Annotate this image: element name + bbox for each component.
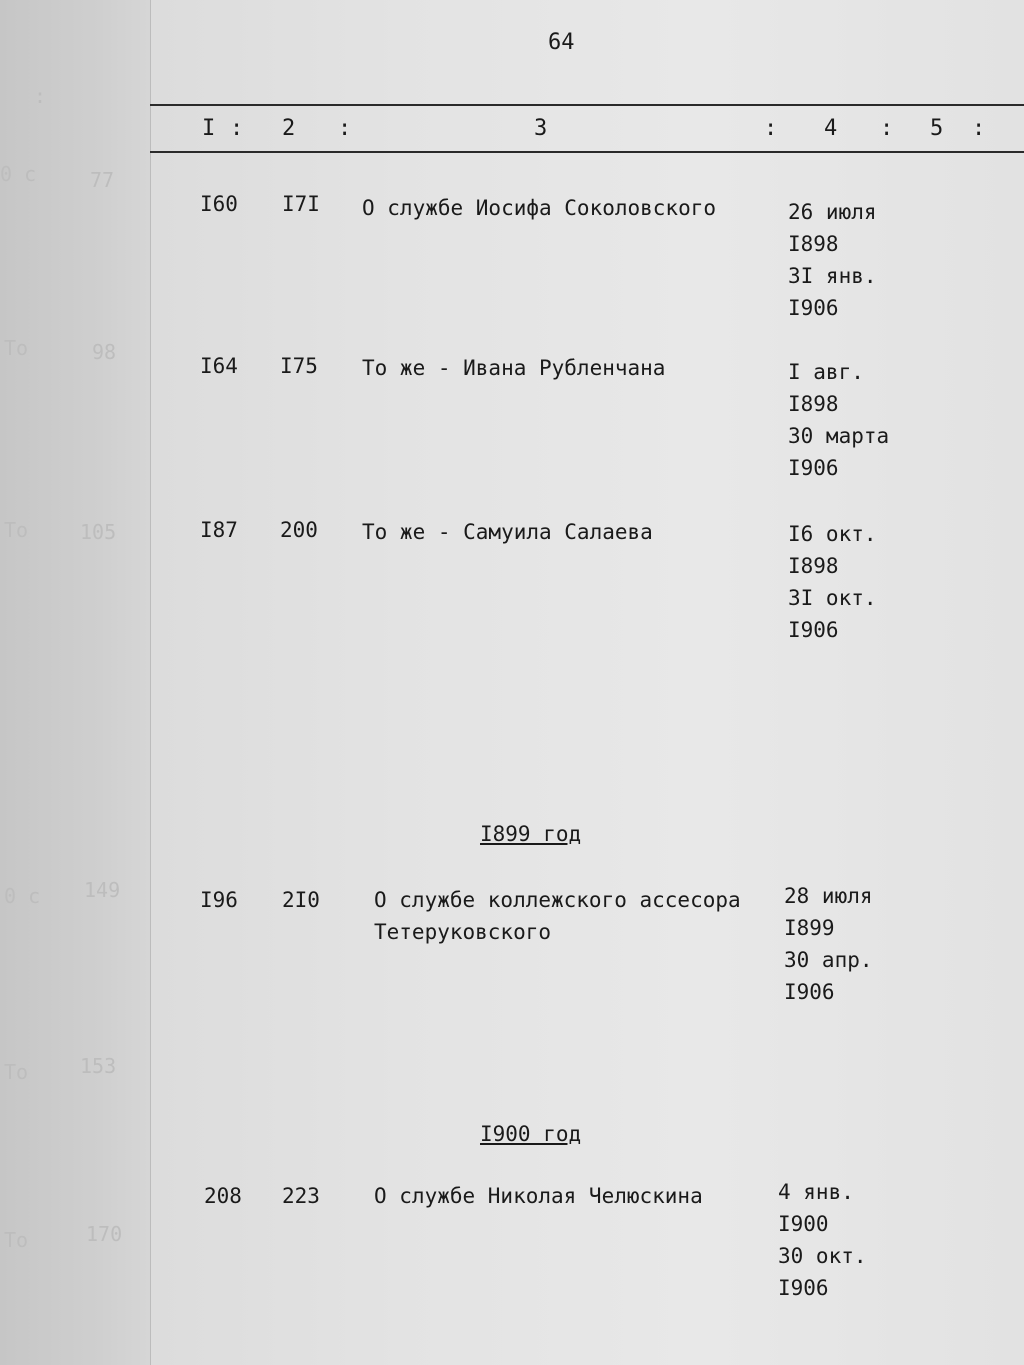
facing-page-text: 98	[92, 340, 117, 364]
record-dates	[788, 196, 877, 324]
date-line: I906	[788, 618, 839, 642]
date-line: 30 марта	[788, 424, 890, 448]
date-line: I898	[788, 232, 839, 256]
year-heading-1900: I900 год	[480, 1122, 582, 1146]
record-title-continued: Тетеруковского	[374, 920, 552, 944]
date-line: I906	[788, 456, 839, 480]
column-header-4: 4	[824, 116, 838, 141]
record-number: I60	[200, 192, 238, 216]
record-dates	[784, 880, 873, 1008]
record-title: О службе Николая Челюскина	[374, 1184, 703, 1208]
date-line: I898	[788, 554, 839, 578]
record-title: О службе коллежского ассесора	[374, 888, 741, 912]
date-line: I898	[788, 392, 839, 416]
record-dates	[788, 518, 877, 646]
facing-page-text: :	[34, 84, 47, 108]
column-header-3: 3	[534, 116, 548, 141]
column-separator: :	[230, 116, 244, 141]
facing-page-text: 0 с	[4, 884, 41, 908]
record-dates	[788, 356, 889, 484]
column-separator: :	[764, 116, 778, 141]
header-bottom-rule	[150, 151, 1024, 153]
record-number: I87	[200, 518, 238, 542]
date-line: I906	[784, 980, 835, 1004]
facing-page-text: 153	[80, 1054, 117, 1078]
facing-page	[0, 0, 151, 1365]
facing-page-text: То	[4, 336, 29, 360]
column-separator: :	[880, 116, 894, 141]
date-line: 3I янв.	[788, 264, 877, 288]
column-separator: :	[338, 116, 352, 141]
record-dates	[778, 1176, 867, 1304]
record-title: То же - Самуила Салаева	[362, 520, 653, 544]
date-line: 4 янв.	[778, 1180, 854, 1204]
date-line: 26 июля	[788, 200, 877, 224]
column-header-2: 2	[282, 116, 296, 141]
year-heading-1899: I899 год	[480, 822, 582, 846]
facing-page-text: 77	[90, 168, 115, 192]
date-line: 30 апр.	[784, 948, 873, 972]
facing-page-text: 0 с	[0, 162, 37, 186]
record-title: О службе Иосифа Соколовского	[362, 196, 717, 220]
record-sheet: 200	[280, 518, 318, 542]
facing-page-text: 105	[80, 520, 117, 544]
page-number: 64	[548, 30, 575, 55]
record-sheet: I75	[280, 354, 318, 378]
date-line: I906	[778, 1276, 829, 1300]
record-sheet: I7I	[282, 192, 320, 216]
header-top-rule	[150, 104, 1024, 106]
facing-page-text: То	[4, 518, 29, 542]
facing-page-text: То	[4, 1228, 29, 1252]
date-line: 28 июля	[784, 884, 873, 908]
facing-page-text: То	[4, 1060, 29, 1084]
facing-page-text: 170	[86, 1222, 123, 1246]
date-line: I авг.	[788, 360, 864, 384]
date-line: I899	[784, 916, 835, 940]
column-header-1: I	[202, 116, 216, 141]
date-line: I6 окт.	[788, 522, 877, 546]
record-title: То же - Ивана Рубленчана	[362, 356, 666, 380]
record-number: I96	[200, 888, 238, 912]
date-line: 30 окт.	[778, 1244, 867, 1268]
date-line: I900	[778, 1212, 829, 1236]
record-number: I64	[200, 354, 238, 378]
column-separator: :	[972, 116, 986, 141]
record-sheet: 2I0	[282, 888, 320, 912]
date-line: I906	[788, 296, 839, 320]
facing-page-text: 149	[84, 878, 121, 902]
date-line: 3I окт.	[788, 586, 877, 610]
column-header-5: 5	[930, 116, 944, 141]
record-sheet: 223	[282, 1184, 320, 1208]
record-number: 208	[204, 1184, 242, 1208]
